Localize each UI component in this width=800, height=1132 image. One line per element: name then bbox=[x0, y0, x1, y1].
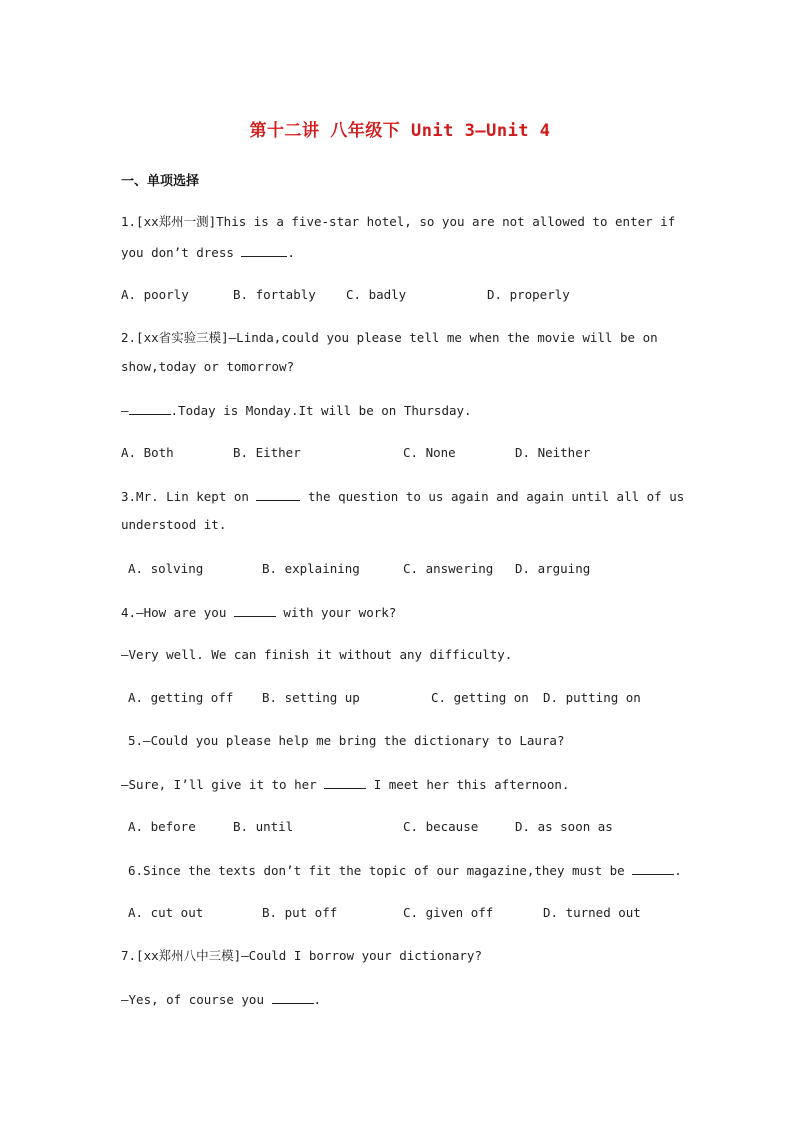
question-text: . bbox=[674, 863, 682, 878]
question-text: —Yes, of course you bbox=[121, 992, 272, 1007]
question-3-option-c: C. answering bbox=[403, 561, 494, 576]
question-text: 2.[xx省实验三模]—Linda,could you please tell me when the movie will be on bbox=[121, 330, 658, 345]
question-4-option-c: C. getting on bbox=[431, 690, 529, 705]
question-6-option-d: D. turned out bbox=[543, 905, 641, 920]
question-text: I meet her this afternoon. bbox=[366, 777, 570, 792]
question-text: show,today or tomorrow? bbox=[121, 359, 295, 374]
answer-blank bbox=[241, 244, 287, 257]
answer-blank bbox=[256, 488, 300, 501]
question-4-option-d: D. putting on bbox=[543, 690, 641, 705]
question-4-option-a: A. getting off bbox=[128, 690, 234, 705]
question-6-option-c: C. given off bbox=[403, 905, 494, 920]
answer-blank bbox=[234, 604, 276, 617]
answer-blank bbox=[272, 991, 314, 1004]
question-text: you don’t dress bbox=[121, 245, 242, 260]
question-text: understood it. bbox=[121, 517, 227, 532]
question-5-option-c: C. because bbox=[403, 819, 479, 834]
question-5-option-b: B. until bbox=[233, 819, 294, 834]
question-text: . bbox=[287, 245, 295, 260]
question-1-option-d: D. properly bbox=[487, 287, 570, 302]
question-text: 3.Mr. Lin kept on bbox=[121, 489, 257, 504]
question-3-option-d: D. arguing bbox=[515, 561, 591, 576]
question-4-line-2 bbox=[121, 647, 512, 663]
question-2-option-b: B. Either bbox=[233, 445, 301, 460]
answer-blank bbox=[632, 862, 674, 875]
question-4-option-b: B. setting up bbox=[262, 690, 360, 705]
question-text: the question to us again and again until all of us bbox=[300, 489, 685, 504]
question-1-line-1 bbox=[121, 214, 675, 230]
question-5-line-1 bbox=[128, 733, 565, 749]
question-6-line-1 bbox=[128, 862, 682, 879]
question-6-option-b: B. put off bbox=[262, 905, 338, 920]
question-text: —Very well. We can finish it without any difficulty. bbox=[121, 647, 513, 662]
question-text: 4.—How are you bbox=[121, 605, 234, 620]
question-1-option-c: C. badly bbox=[346, 287, 407, 302]
question-text: 1.[xx郑州一测]This is a five-star hotel, so you are not allowed to enter if bbox=[121, 214, 676, 229]
question-2-line-3 bbox=[121, 402, 472, 419]
question-text: with your work? bbox=[275, 605, 397, 620]
question-text: 5.—Could you please help me bring the dictionary to Laura? bbox=[128, 733, 565, 748]
question-1-line-2 bbox=[121, 244, 295, 261]
answer-blank bbox=[129, 402, 171, 415]
question-text: — bbox=[121, 403, 129, 418]
question-4-line-1 bbox=[121, 604, 396, 621]
question-3-line-2 bbox=[121, 517, 226, 533]
question-3-option-a: A. solving bbox=[128, 561, 204, 576]
question-7-line-2 bbox=[121, 991, 321, 1008]
question-2-line-1 bbox=[121, 330, 658, 346]
question-2-line-2 bbox=[121, 359, 294, 375]
question-1-option-a: A. poorly bbox=[121, 287, 189, 302]
question-5-line-2 bbox=[121, 776, 569, 793]
answer-blank bbox=[324, 776, 366, 789]
page-title: 第十二讲 八年级下 Unit 3—Unit 4 bbox=[249, 121, 551, 141]
question-text: 7.[xx郑州八中三模]—Could I borrow your dictionary? bbox=[121, 948, 482, 963]
section-heading: 一、单项选择 bbox=[121, 174, 200, 189]
question-2-option-d: D. Neither bbox=[515, 445, 591, 460]
question-6-option-a: A. cut out bbox=[128, 905, 204, 920]
question-text: —Sure, I’ll give it to her bbox=[121, 777, 325, 792]
question-2-option-c: C. None bbox=[403, 445, 456, 460]
question-1-option-b: B. fortably bbox=[233, 287, 316, 302]
question-text: 6.Since the texts don’t fit the topic of our magazine,they must be bbox=[128, 863, 633, 878]
question-3-line-1 bbox=[121, 488, 684, 505]
question-5-option-a: A. before bbox=[128, 819, 196, 834]
question-text: .Today is Monday.It will be on Thursday. bbox=[170, 403, 472, 418]
question-text: . bbox=[313, 992, 322, 1007]
question-5-option-d: D. as soon as bbox=[515, 819, 613, 834]
question-2-option-a: A. Both bbox=[121, 445, 174, 460]
question-7-line-1 bbox=[121, 948, 482, 964]
question-3-option-b: B. explaining bbox=[262, 561, 360, 576]
